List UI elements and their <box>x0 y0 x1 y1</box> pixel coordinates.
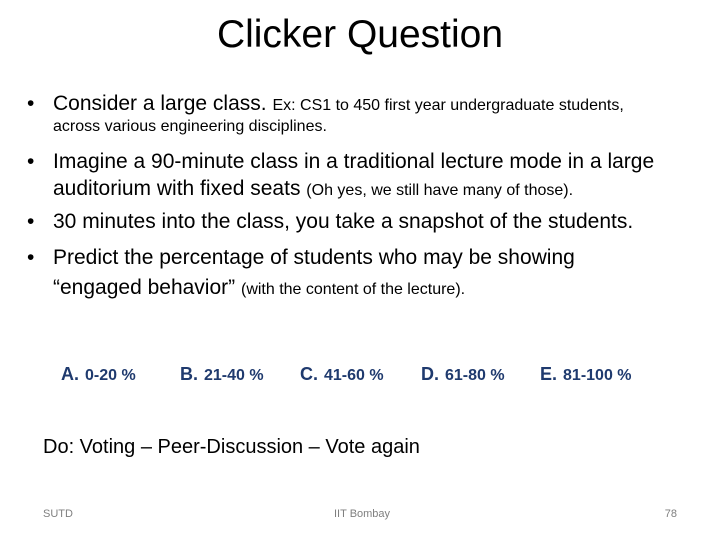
bullet-continuation <box>53 175 573 204</box>
page-number: 78 <box>664 508 677 520</box>
option-letter: A. <box>61 364 79 384</box>
bullet-marker: • <box>27 150 35 173</box>
answer-option-d[interactable] <box>421 364 505 385</box>
slide-title: Clicker Question <box>216 13 504 56</box>
answer-option-a[interactable] <box>61 364 136 385</box>
bullet-text <box>53 90 624 119</box>
instruction-text: Do: Voting – Peer-Discussion – Vote again <box>43 436 420 458</box>
option-letter: E. <box>540 364 558 384</box>
footer-left: SUTD <box>43 508 73 520</box>
bullet-marker: • <box>27 210 35 233</box>
bullet-marker: • <box>27 92 35 115</box>
option-range: 0-20 % <box>85 367 136 384</box>
bullet-continuation <box>53 274 465 303</box>
bullet-detail-text: (Oh yes, we still have many of those). <box>306 182 574 199</box>
answer-option-c[interactable] <box>300 364 384 385</box>
footer-center: IIT Bombay <box>334 508 391 520</box>
option-range: 81-100 % <box>563 367 632 384</box>
bullet-marker: • <box>27 246 35 269</box>
option-letter: B. <box>180 364 198 384</box>
option-range: 61-80 % <box>445 367 505 384</box>
bullet-detail-text: (with the content of the lecture). <box>240 281 466 298</box>
option-letter: C. <box>300 364 318 384</box>
bullet-main-text: Imagine a 90-minute class in a traditional lecture mode in a large <box>53 150 655 173</box>
bullet-detail-text: Ex: CS1 to 450 first year undergraduate students, <box>272 97 624 114</box>
bullet-continuation: across various engineering disciplines. <box>53 118 327 135</box>
answer-option-e[interactable] <box>540 364 632 385</box>
answer-option-b[interactable] <box>180 364 264 385</box>
bullet-main-text: 30 minutes into the class, you take a snapshot of the students. <box>53 210 634 233</box>
bullet-main-text: auditorium with fixed seats <box>53 177 301 200</box>
bullet-main-text: Consider a large class. <box>53 92 267 115</box>
option-letter: D. <box>421 364 439 384</box>
option-range: 21-40 % <box>204 367 264 384</box>
answer-options <box>0 364 720 390</box>
option-range: 41-60 % <box>324 367 384 384</box>
bullet-main-text: “engaged behavior” <box>53 276 236 299</box>
bullet-main-text: Predict the percentage of students who may be showing <box>53 246 575 269</box>
